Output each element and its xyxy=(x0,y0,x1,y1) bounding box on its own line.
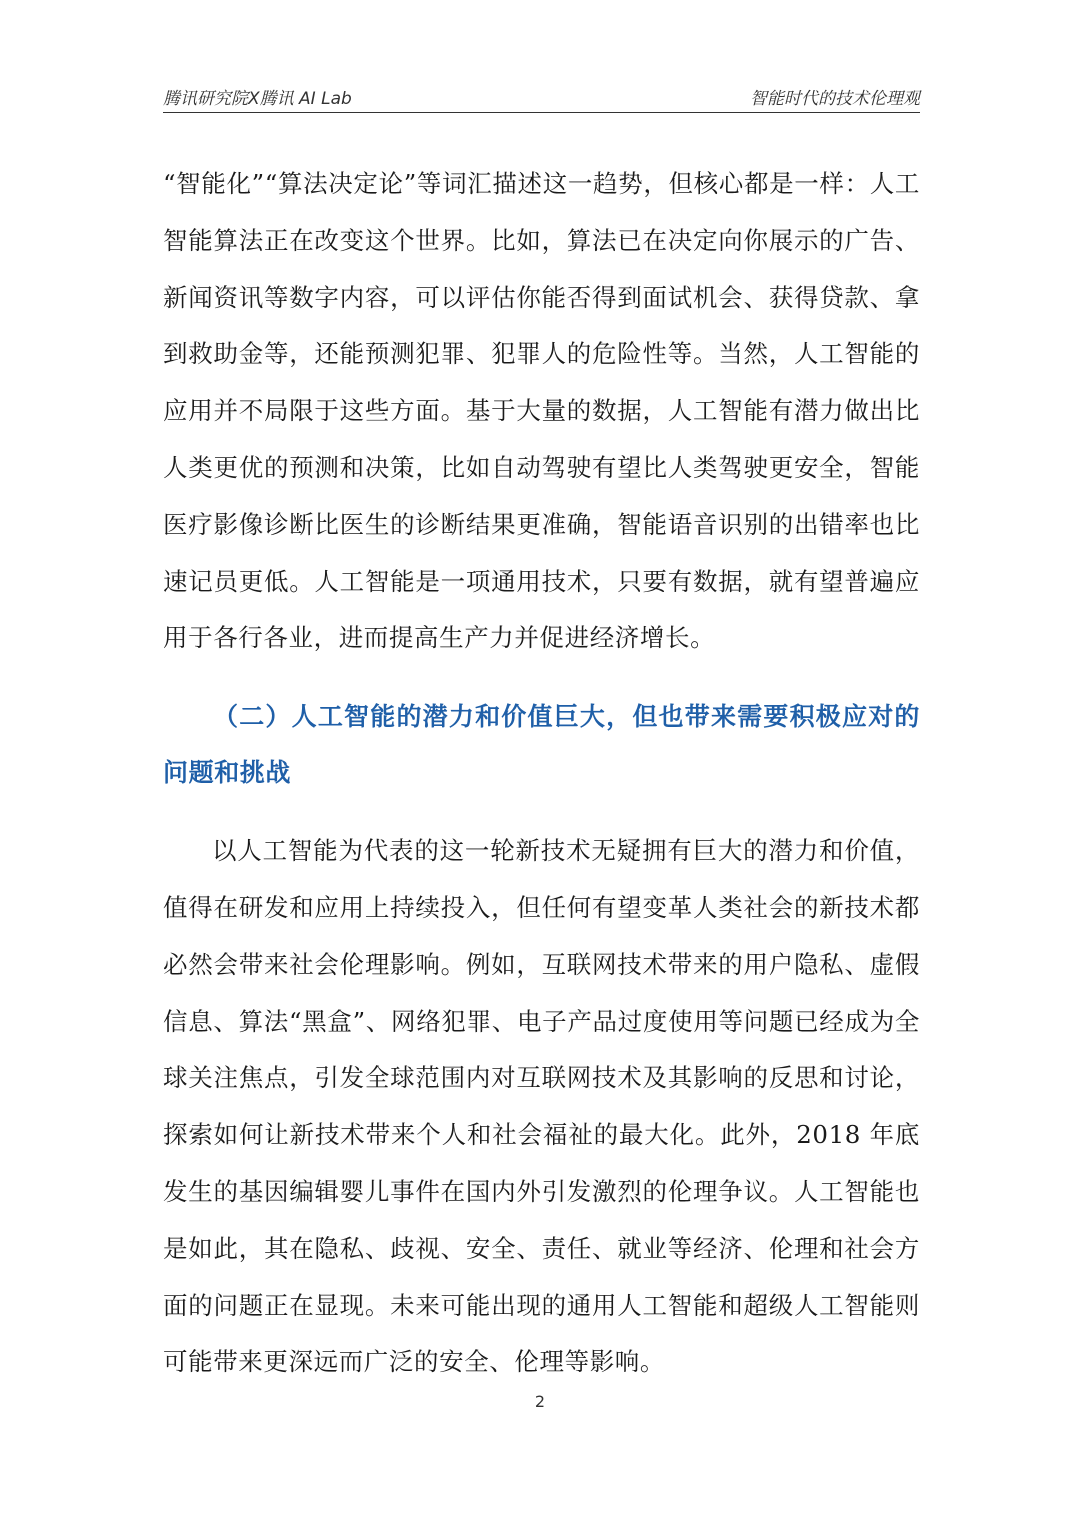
section-heading: （二）人工智能的潜力和价值巨大，但也带来需要积极应对的问题和挑战 xyxy=(163,702,920,788)
page-number: 2 xyxy=(534,1392,546,1411)
header-report-title: 智能时代的技术伦理观 xyxy=(750,89,920,109)
body-content xyxy=(163,156,920,1391)
paragraph-ai-challenges: 以人工智能为代表的这一轮新技术无疑拥有巨大的潜力和价值，值得在研发和应用上持续投入，但任何有望变革人类社会的新技术都必然会带来社会伦理影响。例如，互联网技术带来的用户隐私、虚假信息、算法“黑盒”、网络犯罪、电子产品过度使用等问题已经成为全球关注焦点，引发全球范围内对互联网技术及其影响的反思和讨论，探索如何让新技术带来个人和社会福祉的最大化。此外，2018 年底发生的基因编辑婴儿事件在国内外引发激烈的伦理争议。人工智能也是如此，其在隐私、歧视、安全、责任、就业等经济、伦理和社会方面的问题正在显现。未来可能出现的通用人工智能和超级人工智能则可能带来更深远而广泛的安全、伦理等影响。 xyxy=(163,836,920,1377)
page-header xyxy=(163,82,920,113)
header-publisher: 腾讯研究院X腾讯 AI Lab xyxy=(163,89,352,109)
paragraph-ai-applications: “智能化”“算法决定论”等词汇描述这一趋势，但核心都是一样：人工智能算法正在改变这个世界。比如，算法已在决定向你展示的广告、新闻资讯等数字内容，可以评估你能否得到面试机会、获得贷款、拿到救助金等，还能预测犯罪、犯罪人的危险性等。当然，人工智能的应用并不局限于这些方面。基于大量的数据，人工智能有潜力做出比人类更优的预测和决策，比如自动驾驶有望比人类驾驶更安全，智能医疗影像诊断比医生的诊断结果更准确，智能语音识别的出错率也比速记员更低。人工智能是一项通用技术，只要有数据，就有望普遍应用于各行各业，进而提高生产力并促进经济增长。 xyxy=(163,169,920,653)
